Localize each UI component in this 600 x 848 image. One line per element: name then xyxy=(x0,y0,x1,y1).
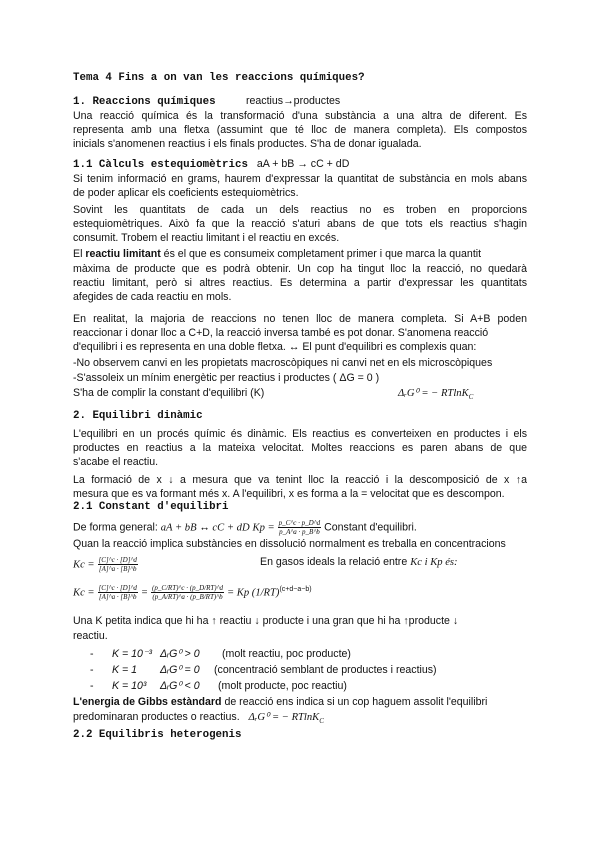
gas-relation-text: En gasos ideals la relació entre Kc i Kp és: xyxy=(260,556,458,568)
paragraph-line: estequiomètriques. Això fa que la reacció s'aturi abans de que tots els reactius s'hagin xyxy=(73,218,527,230)
kp-label: Kp = xyxy=(252,522,275,534)
general-equation: aA + bB ↔ cC + dD xyxy=(160,522,250,534)
gibbs-term: L'energia de Gibbs estàndard xyxy=(73,696,222,708)
paragraph-line: mesura que es va formant més x. A l'equilibri, x es forma a la = velocitat que es descompon. xyxy=(73,488,505,500)
paragraph-line: reactiu limitant, però si altres reactius. Es determina a partir d'expressar les quantitats xyxy=(73,277,527,289)
section-1-equation: reactius→productes xyxy=(246,95,341,107)
paragraph-line: En realitat, la majoria de reaccions no tenen lloc de manera completa. Si A+B poden xyxy=(73,313,527,325)
paragraph-line: de poder aplicar els coeficients estequiomètrics. xyxy=(73,187,299,199)
paragraph-line: productes en reactius a la mateixa velocitat. Moltes reaccions es paren abans de que xyxy=(73,442,527,454)
paragraph-line: consumit. Trobem el reactiu limitant i el reactiu en excés. xyxy=(73,232,340,244)
paragraph-line: reaccionar i donar lloc a C+D, la reacció inversa també es pot donar. S'anomena reacció xyxy=(73,327,489,339)
kc-fraction: $\frac{[C]\^{}c \cdot [D]\^{}d}{[A]\^{}a \cdot [B]\^{}b}$ xyxy=(98,556,137,573)
page-title: Tema 4 Fins a on van les reaccions químiques? xyxy=(73,72,365,84)
list-item: - xyxy=(90,680,94,692)
case-gibbs: ΔᵣG⁰ < 0 xyxy=(160,680,200,692)
section-2-1-heading: 2.1 Constant d'equilibri xyxy=(73,501,229,513)
paragraph-line: Una reacció química és la transformació d'una substància a una altra de diferent. Es xyxy=(73,110,527,122)
paragraph-line: L'equilibri en un procés químic és dinàmic. Els reactius es converteixen en productes i els xyxy=(73,428,527,440)
case-k: K = 10³ xyxy=(112,680,147,692)
case-desc: (molt producte, poc reactiu) xyxy=(218,680,347,692)
kc-kp-relation: Kc = $\frac{[C]\^{}c \cdot [D]\^{}d}{[A]\^{}a \cdot [B]\^{}b}$ = $\frac{(p\_C/RT)\^{}c \cdot (p\_D/RT)\^{}d}{(p\_A/RT)\^{}a \cdot (p\_B/RT)\^{}b}$ = Kp $(1/RT)^{(c+d-a-b)}$ xyxy=(73,584,312,602)
section-1-1-equation: aA + bB → cC + dD xyxy=(256,158,350,170)
paragraph-line: S'ha de complir la constant d'equilibri (K) ΔᵣG⁰ = − RTlnK$_C$ xyxy=(73,387,527,400)
paragraph-line: -S'assoleix un mínim energètic per reactius i productes ( ΔG = 0 ) xyxy=(73,372,380,384)
case-desc: (molt reactiu, poc producte) xyxy=(222,648,351,660)
section-1-1-heading: 1.1 Càlculs estequiomètrics xyxy=(73,159,248,171)
case-desc: (concentració semblant de productes i reactius) xyxy=(214,664,437,676)
paragraph-line: s'acabe el reactiu. xyxy=(73,456,159,468)
paragraph-line: representa amb una fletxa (assumint que té lloc de manera completa). Els compostos xyxy=(73,124,527,136)
gibbs-equation: ΔᵣG⁰ = − RTlnK$_C$ xyxy=(398,388,474,402)
paragraph-line: La formació de x ↓ a mesura que va tenint lloc la reacció i la descomposició de x ↑a xyxy=(73,474,527,486)
section-1-heading-line xyxy=(73,95,527,109)
kp-fraction: $\frac{p\_C\^{}c \cdot p\_D\^{}d}{p\_A\^{}a \cdot p\_B\^{}b}$ xyxy=(278,519,321,536)
kc-full-fraction: $\frac{(p\_C/RT)\^{}c \cdot (p\_D/RT)\^{}d}{(p\_A/RT)\^{}a \cdot (p\_B/RT)\^{}b}$ xyxy=(151,584,224,602)
gibbs-equation: ΔᵣG⁰ = − RTlnK$_C$ xyxy=(248,712,324,726)
paragraph-line: Una K petita indica que hi ha ↑ reactiu ↓ producte i una gran que hi ha ↑producte ↓ xyxy=(73,615,459,627)
case-k: K = 1 xyxy=(112,664,138,676)
paragraph-line: Quan la reacció implica substàncies en dissolució normalment es treballa en concentracions xyxy=(73,538,506,550)
paragraph-line: d'equilibri i es representa en una doble fletxa. ↔ El punt d'equilibri es complexis quan: xyxy=(73,341,477,353)
paragraph-line: predominaran productes o reactius. ΔᵣG⁰ = − RTlnK$_C$ xyxy=(73,711,324,726)
paragraph-line: màxima de producte que es podrà obtenir. Un cop ha tingut lloc la reacció, no quedarà xyxy=(73,263,527,275)
kc-line xyxy=(73,556,527,573)
paragraph-line: El reactiu limitant és el que es consumeix completament primer i que marca la quantit xyxy=(73,248,482,260)
kc-label: Kc = xyxy=(73,559,95,571)
kc-exponent: (c+d−a−b) xyxy=(279,586,312,593)
section-1-1-heading-line xyxy=(73,158,527,172)
reactiu-limitant-term: reactiu limitant xyxy=(85,248,161,260)
paragraph-line: L'energia de Gibbs estàndard de reacció ens indica si un cop haguem assolit l'equilibri xyxy=(73,696,488,708)
case-gibbs: ΔᵣG⁰ = 0 xyxy=(160,664,200,676)
case-gibbs: ΔᵣG⁰ > 0 xyxy=(160,648,200,660)
section-2-heading: 2. Equilibri dinàmic xyxy=(73,410,203,422)
paragraph-line: reactiu. xyxy=(73,630,108,642)
paragraph-line: Si tenim informació en grams, haurem d'expressar la quantitat de substància en mols abans xyxy=(73,173,527,185)
list-item: - xyxy=(90,664,94,676)
general-equation-line: De forma general: aA + bB ↔ cC + dD Kp = $\frac{p\_C\^{}c \cdot p\_D\^{}d}{p\_A\^{}a \cdot p\_B\^{}b}$ Constant d'equilibri. xyxy=(73,519,417,536)
section-2-2-heading: 2.2 Equilibris heterogenis xyxy=(73,729,242,741)
list-item: - xyxy=(90,648,94,660)
case-k: K = 10⁻³ xyxy=(112,648,153,660)
paragraph-line: afegides de cada reactiu en mols. xyxy=(73,291,232,303)
paragraph-line: inicials s'anomenen reactius i els finals productes. S'ha de donar igualada. xyxy=(73,138,422,150)
paragraph-line: -No observem canvi en les propietats macroscòpiques ni canvi net en els microscòpiques xyxy=(73,357,493,369)
paragraph-line: Sovint les quantitats de cada un dels reactius no es troben en proporcions xyxy=(73,204,527,216)
section-1-heading: 1. Reaccions químiques xyxy=(73,96,216,108)
